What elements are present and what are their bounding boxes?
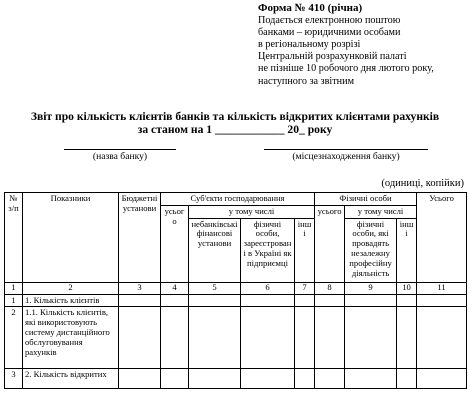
col-header-business-including: у тому числі	[189, 205, 315, 218]
col-header-no: № з/п	[5, 193, 23, 283]
report-title	[0, 110, 470, 136]
column-number: 4	[161, 282, 189, 294]
header-line: Подається електронною поштою	[258, 15, 401, 27]
col-header-total-all: Усього	[417, 193, 467, 283]
column-number: 9	[345, 282, 397, 294]
table-row	[5, 307, 467, 369]
data-cell[interactable]	[119, 294, 161, 307]
data-cell[interactable]	[189, 294, 241, 307]
row-label: 1. Кількість клієнтів	[23, 294, 119, 307]
header-line: в регіональному розрізі	[258, 39, 361, 51]
column-number: 6	[241, 282, 295, 294]
form-header	[258, 2, 466, 88]
row-number: 2	[5, 307, 23, 369]
data-cell[interactable]	[161, 294, 189, 307]
col-header-business-total: усього	[161, 205, 189, 282]
report-table	[4, 192, 467, 389]
column-number: 11	[417, 282, 467, 294]
data-cell[interactable]	[189, 307, 241, 369]
column-numbers-row	[5, 282, 467, 294]
data-cell[interactable]	[295, 369, 315, 389]
bank-name-line	[64, 149, 176, 150]
data-cell[interactable]	[119, 307, 161, 369]
report-title-line1: Звіт про кількість клієнтів банків та кількість відкритих клієнтами рахунків	[30, 110, 440, 123]
column-number: 1	[5, 282, 23, 294]
table-row	[5, 294, 467, 307]
data-cell[interactable]	[397, 294, 417, 307]
header-line: банками – юридичними особами	[258, 27, 401, 39]
form-number: Форма № 410 (річна)	[258, 2, 363, 14]
data-cell[interactable]	[417, 369, 467, 389]
row-label: 2. Кількість відкритих	[23, 369, 119, 389]
header-line: наступного за звітним	[258, 75, 355, 87]
col-header-others2: інші	[397, 218, 417, 282]
column-number: 5	[189, 282, 241, 294]
units-note: (одиниці, копійки)	[381, 178, 464, 189]
row-number: 1	[5, 294, 23, 307]
data-cell[interactable]	[241, 294, 295, 307]
col-header-individual-entrepreneurs: фізичні особи, зареєстровані в Україні як підприємці	[241, 218, 295, 282]
col-header-business: Суб'єкти господарювання	[161, 193, 315, 206]
table-row	[5, 369, 467, 389]
col-header-individuals: Фізичні особи	[315, 193, 417, 206]
data-cell[interactable]	[161, 307, 189, 369]
data-cell[interactable]	[345, 307, 397, 369]
col-header-individuals-total: усього	[315, 205, 345, 282]
report-title-line2: за станом на 1 ____________ 20_ року	[137, 123, 333, 136]
data-cell[interactable]	[295, 307, 315, 369]
col-header-individuals-including: у тому числі	[345, 205, 417, 218]
data-cell[interactable]	[315, 369, 345, 389]
column-number: 10	[397, 282, 417, 294]
bank-name-caption: (назва банку)	[92, 151, 148, 162]
data-cell[interactable]	[315, 294, 345, 307]
bank-location-line	[264, 149, 428, 150]
row-label: 1.1. Кількість клієнтів, які використовують систему дистанційного обслуговування рахунків	[23, 307, 119, 369]
col-header-others: інші	[295, 218, 315, 282]
column-number: 2	[23, 282, 119, 294]
column-number: 8	[315, 282, 345, 294]
data-cell[interactable]	[345, 369, 397, 389]
data-cell[interactable]	[417, 307, 467, 369]
column-number: 3	[119, 282, 161, 294]
data-cell[interactable]	[161, 369, 189, 389]
col-header-indicators: Показники	[23, 193, 119, 283]
data-cell[interactable]	[315, 307, 345, 369]
data-cell[interactable]	[241, 307, 295, 369]
row-number: 3	[5, 369, 23, 389]
column-number: 7	[295, 282, 315, 294]
col-header-nonbank: небанківські фінансові установи	[189, 218, 241, 282]
header-line: Центральній розрахунковій палаті	[258, 51, 407, 63]
header-line: не пізніше 10 робочого дня лютого року,	[258, 63, 434, 75]
data-cell[interactable]	[345, 294, 397, 307]
data-cell[interactable]	[241, 369, 295, 389]
col-header-independent-professionals: фізичні особи, які провадять незалежну професійну діяльність	[345, 218, 397, 282]
data-cell[interactable]	[397, 307, 417, 369]
data-cell[interactable]	[417, 294, 467, 307]
data-cell[interactable]	[397, 369, 417, 389]
col-header-budget: Бюджетні установи	[119, 193, 161, 283]
data-cell[interactable]	[189, 369, 241, 389]
bank-location-caption: (місцезнаходження банку)	[292, 151, 400, 162]
data-cell[interactable]	[119, 369, 161, 389]
data-cell[interactable]	[295, 294, 315, 307]
